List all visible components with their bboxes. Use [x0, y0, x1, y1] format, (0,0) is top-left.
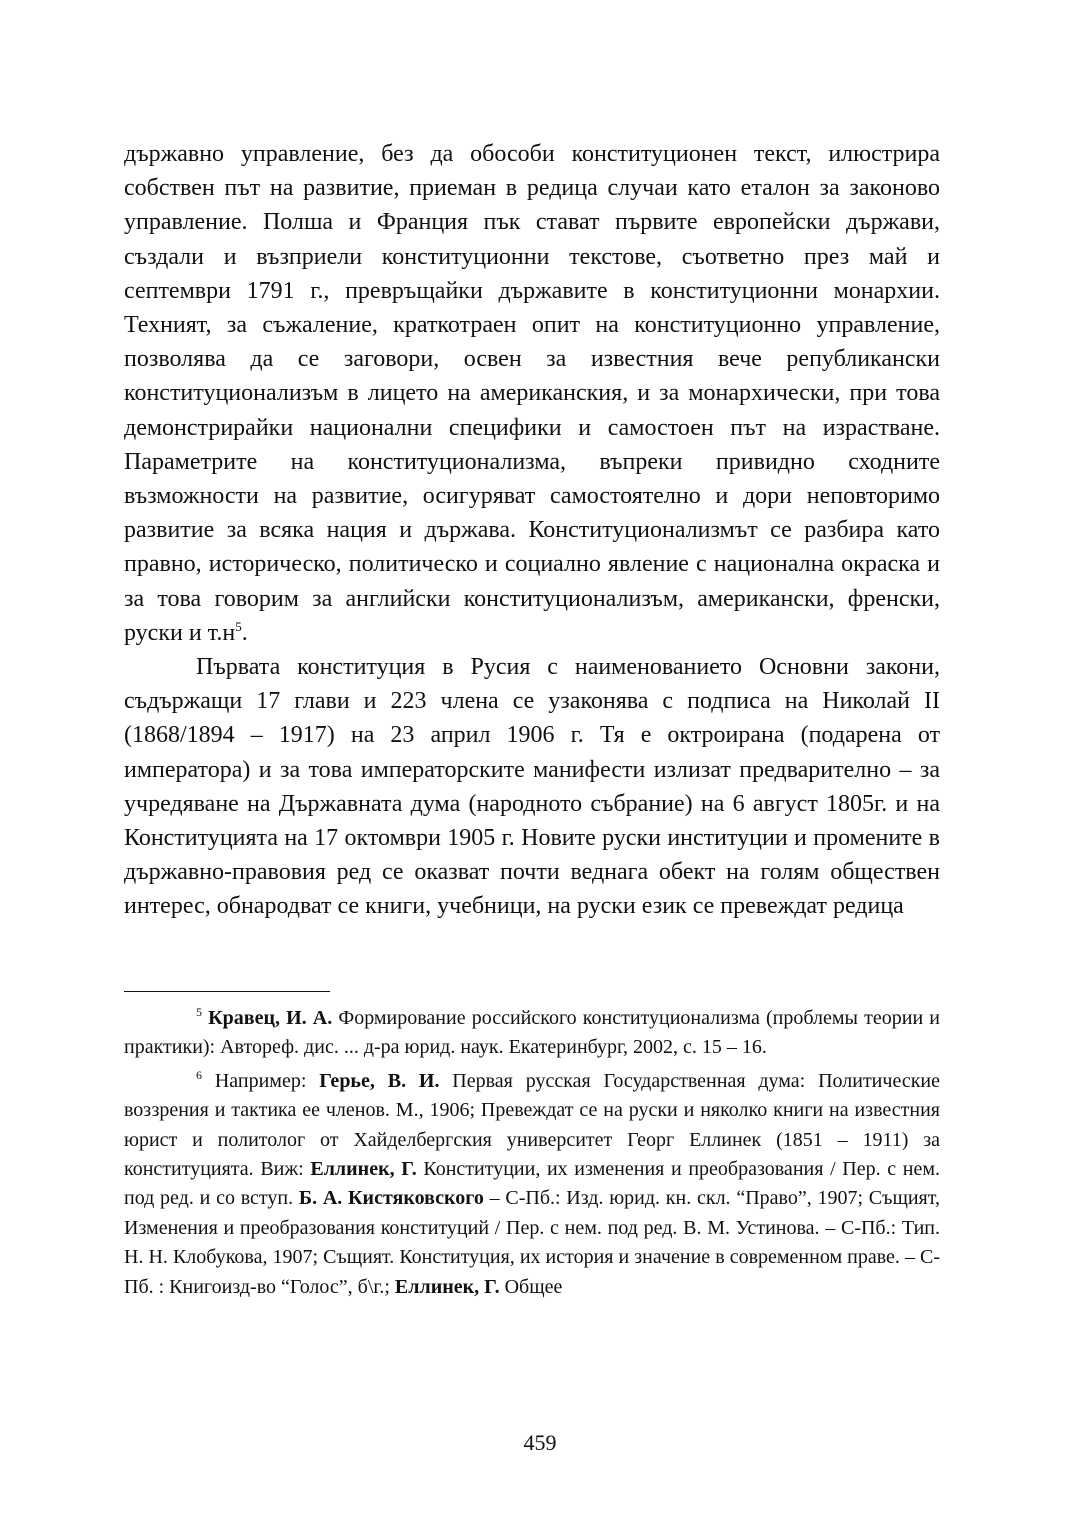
paragraph-1: държавно управление, без да обособи конституционен текст, илюстрира собствен път на развитие, приеман в редица случаи като еталон за законово управление. Полша и Франция пък стават първите европейски държави, създали и възприели конституционни текстове, съответно през май и септември 1791 г., превръщайки държавите в конституционни монархии. Техният, за съжаление, краткотраен опит на конституционно управление, позволява да се заговори, освен за известния вече републикански конституционализъм в лицето на американския, и за монархически, при това демонстрирайки национални специфики и самостоен път на израстване. Параметрите на конституционализма, въпреки привидно сходните възможности на развитие, осигуряват самостоятелно и дори неповторимо развитие за всяка нация и държава. Конституционализмът се разбира като правно, историческо, политическо и социално явление с национална окраска и за това говорим за английски конституционализъм, американски, френски, руски и $т.н^5$.	[124, 141, 940, 646]
main-text	[124, 137, 940, 924]
footnote-6: $^6$ Например: Герье, В. И. Первая русская Государственная дума: Политические воззрения и тактика ее членов. М., 1906; Превеждат се на руски и няколко книги на известния юрист и политолог от Хайделбергския университет Георг Еллинек (1851 – 1911) за конституцията. Виж: Еллинек, Г. Конституции, их изменения и преобразования / Пер. с нем. под ред. и со вступ. Б. А. Кистяковского – С-Пб.: Изд. юрид. кн. скл. “Право”, 1907; Същият, Изменения и преобразования конституций / Пер. с нем. под ред. В. М. Устинова. – С-Пб.: Тип. Н. Н. Клобукова, 1907; Същият. Конституция, их история и значение в современном праве. – С-Пб. : Книгоизд-во “Голос”, б\г.; Еллинек, Г. Общее	[124, 1067, 940, 1298]
footnote-author: Герье, В. И.	[319, 1069, 440, 1092]
footnote-author: Еллинек, Г.	[394, 1275, 500, 1298]
footnote-author: Еллинек, Г.	[310, 1158, 417, 1181]
footnote-separator	[124, 991, 330, 992]
footnote-number: 6	[196, 1067, 202, 1082]
footnote-5: $^5$ Кравец, И. А. Формирование российского конституционализма (проблемы теории и практики): Автореф. дис. ... д-ра юрид. наук. Екатеринбург, 2002, с. 15 – 16.	[124, 1005, 941, 1059]
footnote-ref-5[interactable]: 5	[235, 618, 242, 634]
footnote-author: Кравец, И. А.	[208, 1007, 333, 1029]
footnotes	[124, 1004, 940, 1306]
paragraph-2: Първата конституция в Русия с наименованието Основни закони, съдържащи 17 глави и 223 члена се узаконява с подписа на Николай II (1868/1894 – 1917) на 23 април 1906 г. Тя е октроирана (подарена от императора) и за това императорските манифести излизат предварително – за учредяване на Държавната дума (народното събрание) на 6 август 1805г. и на Конституцията на 17 октомври 1905 г. Новите руски институции и промените в държавно-правовия ред се оказват почти веднага обект на голям обществен интерес, обнародват се книги, учебници, на руски език се превеждат редица	[124, 654, 940, 920]
page-number: 459	[523, 1430, 557, 1455]
footnote-author: Б. А. Кистяковского	[298, 1187, 484, 1210]
footnote-number: 5	[196, 1005, 202, 1019]
